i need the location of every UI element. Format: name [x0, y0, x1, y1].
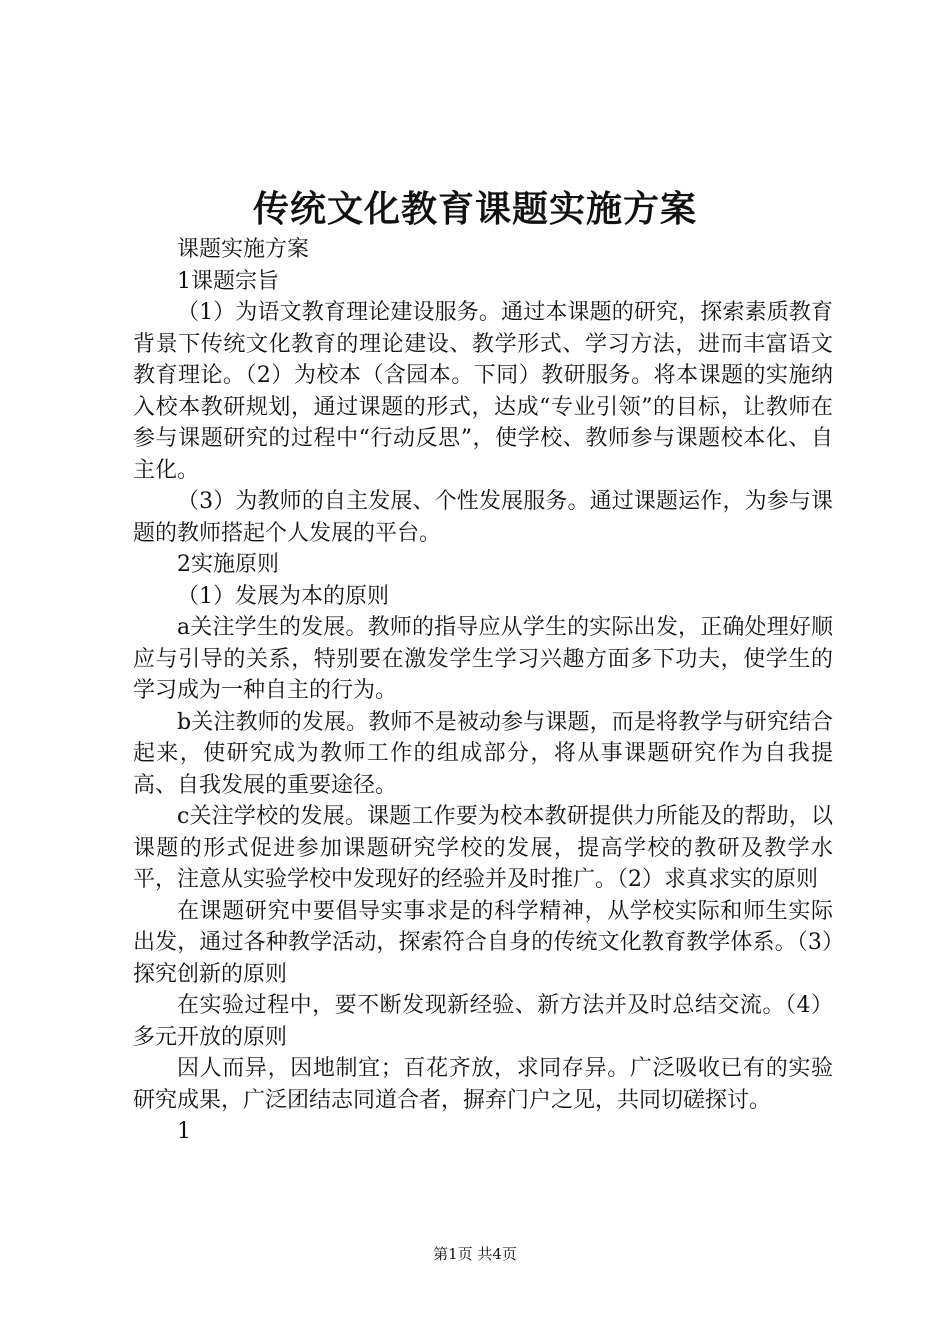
document-body	[133, 234, 833, 1148]
paragraph: b关注教师的发展。教师不是被动参与课题，而是将教学与研究结合起来，使研究成为教师工作的组成部分，将从事课题研究作为自我提高、自我发展的重要途径。	[133, 709, 833, 798]
section-heading-purpose: 1课题宗旨	[177, 268, 279, 294]
inline-page-number: 1	[177, 1119, 191, 1144]
paragraph: 因人而异，因地制宜；百花齐放，求同存异。广泛吸收已有的实验研究成果，广泛团结志同道合者，摒弃门户之见，共同切磋探讨。	[133, 1056, 833, 1113]
paragraph: （1）为语文教育理论建设服务。通过本课题的研究，探索素质教育背景下传统文化教育的理论建设、教学形式、学习方法，进而丰富语文教育理论。（2）为校本（含园本。下同）教研服务。将本课题的实施纳入校本教研规划，通过课题的形式，达成“专业引领”的目标，让教师在参与课题研究的过程中“行动反思”，使学校、教师参与课题校本化、自主化。	[133, 300, 833, 483]
paragraph: a关注学生的发展。教师的指导应从学生的实际出发，正确处理好顺应与引导的关系，特别要在激发学生学习兴趣方面多下功夫，使学生的学习成为一种自主的行为。	[133, 615, 833, 703]
section-heading-principles: 2实施原则	[177, 552, 279, 577]
subsection-heading: （1）发展为本的原则	[177, 583, 389, 609]
paragraph: c关注学校的发展。课题工作要为校本教研提供力所能及的帮助，以课题的形式促进参加课题研究学校的发展，提高学校的教研及教学水平，注意从实验学校中发现好的经验并及时推广。（2）求真求实的原则	[133, 804, 833, 892]
paragraph: 在课题研究中要倡导实事求是的科学精神，从学校实际和师生实际出发，通过各种教学活动，探索符合自身的传统文化教育教学体系。（3）探究创新的原则	[133, 898, 833, 987]
paragraph: （3）为教师的自主发展、个性发展服务。通过课题运作，为参与课题的教师搭起个人发展的平台。	[133, 489, 833, 546]
page-footer: 第1页 共4页	[433, 1245, 517, 1263]
document-title: 传统文化教育课题实施方案	[252, 188, 697, 230]
paragraph: 在实验过程中，要不断发现新经验、新方法并及时总结交流。（4）多元开放的原则	[133, 993, 833, 1050]
paragraph-heading: 课题实施方案	[177, 237, 310, 262]
